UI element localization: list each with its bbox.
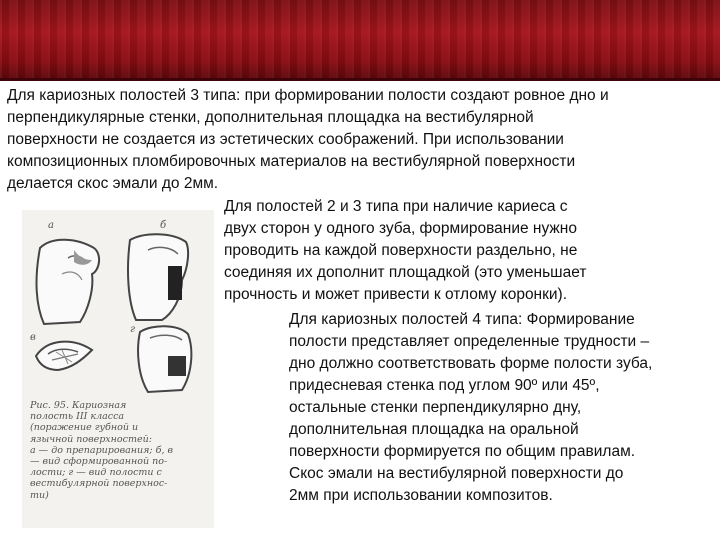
tooth-g-drawing [138,326,191,392]
header-divider [0,78,720,81]
figure-letter-g: г [130,324,136,335]
paragraph-type3: Для кариозных полостей 3 типа: при формировании полости создают ровное дно и перпендикулярные стенки, дополнительная площадка на вестибулярной поверхности не создается из эстетических соображений. При использовании композиционных пломбировочных материалов на вестибулярной поверхности делается скос эмали до 2мм. [7,87,609,192]
tooth-v-drawing [36,342,92,370]
tooth-drawings [22,210,214,400]
paragraph-type2-3: Для полостей 2 и 3 типа при наличие кариеса с двух сторон у одного зуба, формирование нужно проводить на каждой поверхности раздельно, не соединяя их дополнит площадкой (это уменьшает прочность и может привести к отлому коронки). [224,198,587,303]
paragraph-type4: Для кариозных полостей 4 типа: Формирование полости представляет определенные трудности – дно должно соответствовать форме полости зуба, придесневая стенка под углом 90º или 45º, остальные стенки перпендикулярно дну, дополнительная площадка на оральной поверхности формируется по общим правилам. Скос эмали на вестибулярной поверхности до 2мм при использовании композитов. [289,311,653,504]
tooth-a-drawing [37,240,100,324]
figure-letter-b: б [160,220,167,231]
figure-caption: Рис. 95. Кариозная полость III класса (поражение губной и язычной поверхностей: а — до препарирования; б, в — вид сформированной по- лости; г — вид полости с вестибулярной поверхнос- ти) [30,400,174,501]
figure-letter-v: в [30,332,36,343]
header-banner [0,0,720,80]
tooth-figure [22,210,214,528]
tooth-b-drawing [128,234,188,320]
figure-letter-a: а [48,220,54,231]
